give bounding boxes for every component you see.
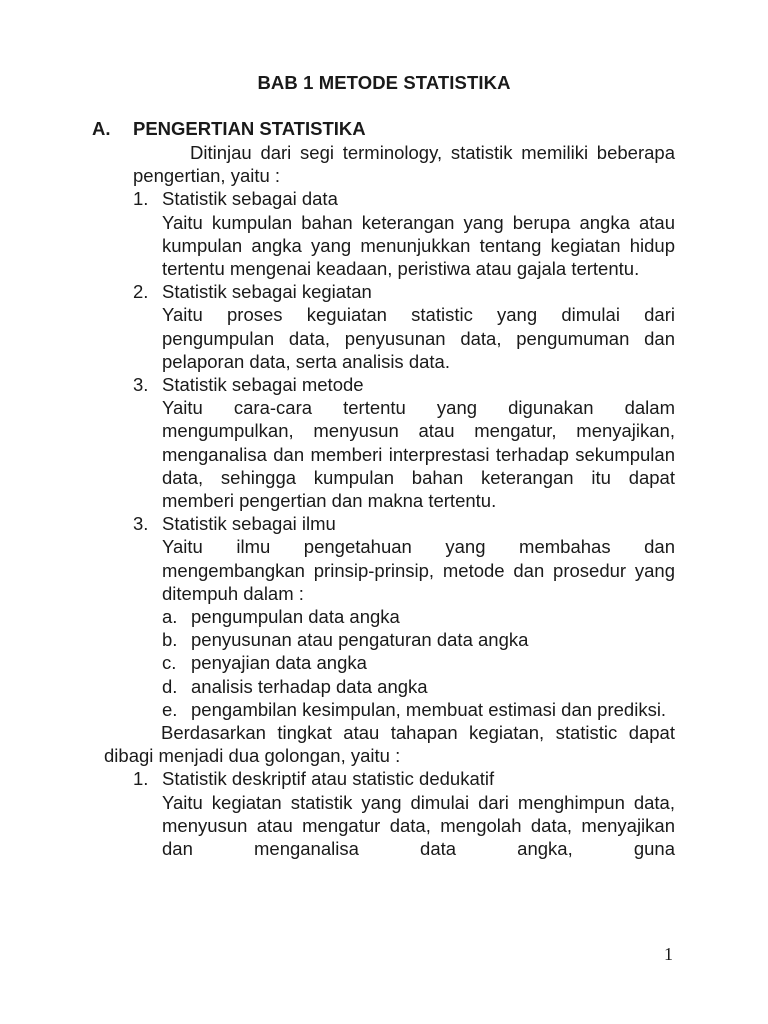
list-item <box>133 512 675 721</box>
paragraph-2-text: Berdasarkan tingkat atau tahapan kegiatan, statistic dapat dibagi menjadi dua golongan, yaitu : <box>104 722 675 767</box>
section-title: PENGERTIAN STATISTIKA <box>133 118 366 139</box>
list-number: 1. <box>133 768 149 790</box>
sub-list-item <box>162 675 675 698</box>
section-heading <box>92 118 366 140</box>
list-item-body: Yaitu proses keguiatan statistic yang dimulai dari pengumpulan data, penyusunan data, pengumuman dan pelaporan data, serta analisis data. <box>162 304 675 372</box>
sub-list-item <box>162 605 675 628</box>
list-number: 2. <box>133 281 149 303</box>
list-item-body: Yaitu cara-cara tertentu yang digunakan dalam mengumpulkan, menyusun atau mengatur, menyajikan, menganalisa dan memberi interprestasi terhadap sekumpulan data, sehingga kumpulan bahan keterangan itu dapat memberi pengertian dan makna tertentu. <box>162 397 675 512</box>
sub-list-item <box>162 651 675 674</box>
sub-list-item <box>162 628 675 651</box>
list-item-title: Statistik sebagai ilmu <box>162 513 336 535</box>
sub-list-text: penyusunan atau pengaturan data angka <box>191 629 529 651</box>
list-item-body: Yaitu kegiatan statistik yang dimulai dari menghimpun data, menyusun atau mengatur data, mengolah data, menyajikan dan menganalisa data angka, guna <box>162 791 675 860</box>
list-item-body: Yaitu kumpulan bahan keterangan yang berupa angka atau kumpulan angka yang menunjukkan tentang kegiatan hidup tertentu mengenai keadaan, peristiwa atau gajala tertentu. <box>162 211 675 280</box>
sub-list-label: c. <box>162 652 177 674</box>
list-item <box>133 187 675 280</box>
sub-list-label: b. <box>162 629 178 651</box>
sub-list-label: d. <box>162 675 178 697</box>
sub-list-label: a. <box>162 606 178 628</box>
sub-list-item <box>162 698 675 721</box>
list-item <box>133 280 675 373</box>
section-content <box>104 141 675 860</box>
list-item-body: Yaitu ilmu pengetahuan yang membahas dan mengembangkan prinsip-prinsip, metode dan prosedur yang ditempuh dalam : <box>162 536 675 604</box>
intro-paragraph: Ditinjau dari segi terminology, statistik memiliki beberapa pengertian, yaitu : <box>133 142 675 187</box>
section-number: A. <box>92 118 111 139</box>
list-item-title: Statistik sebagai kegiatan <box>162 281 372 303</box>
sub-list-label: e. <box>162 698 178 720</box>
list-item <box>133 767 675 860</box>
page-number: 1 <box>664 944 673 964</box>
list-item-title: Statistik deskriptif atau statistic dedukatif <box>162 768 495 790</box>
list-item-title: Statistik sebagai metode <box>162 374 364 396</box>
sub-list-text: pengumpulan data angka <box>191 606 400 628</box>
sub-list-text: penyajian data angka <box>191 652 367 674</box>
list-number: 3. <box>133 513 149 535</box>
list-item <box>133 373 675 512</box>
list-number: 3. <box>133 374 149 396</box>
sub-list-text: analisis terhadap data angka <box>191 675 428 697</box>
list-item-title: Statistik sebagai data <box>162 188 338 210</box>
sub-list-text: pengambilan kesimpulan, membuat estimasi dan prediksi. <box>191 698 667 720</box>
chapter-title: BAB 1 METODE STATISTIKA <box>257 72 511 93</box>
list-number: 1. <box>133 188 149 210</box>
paragraph-2 <box>104 721 675 767</box>
